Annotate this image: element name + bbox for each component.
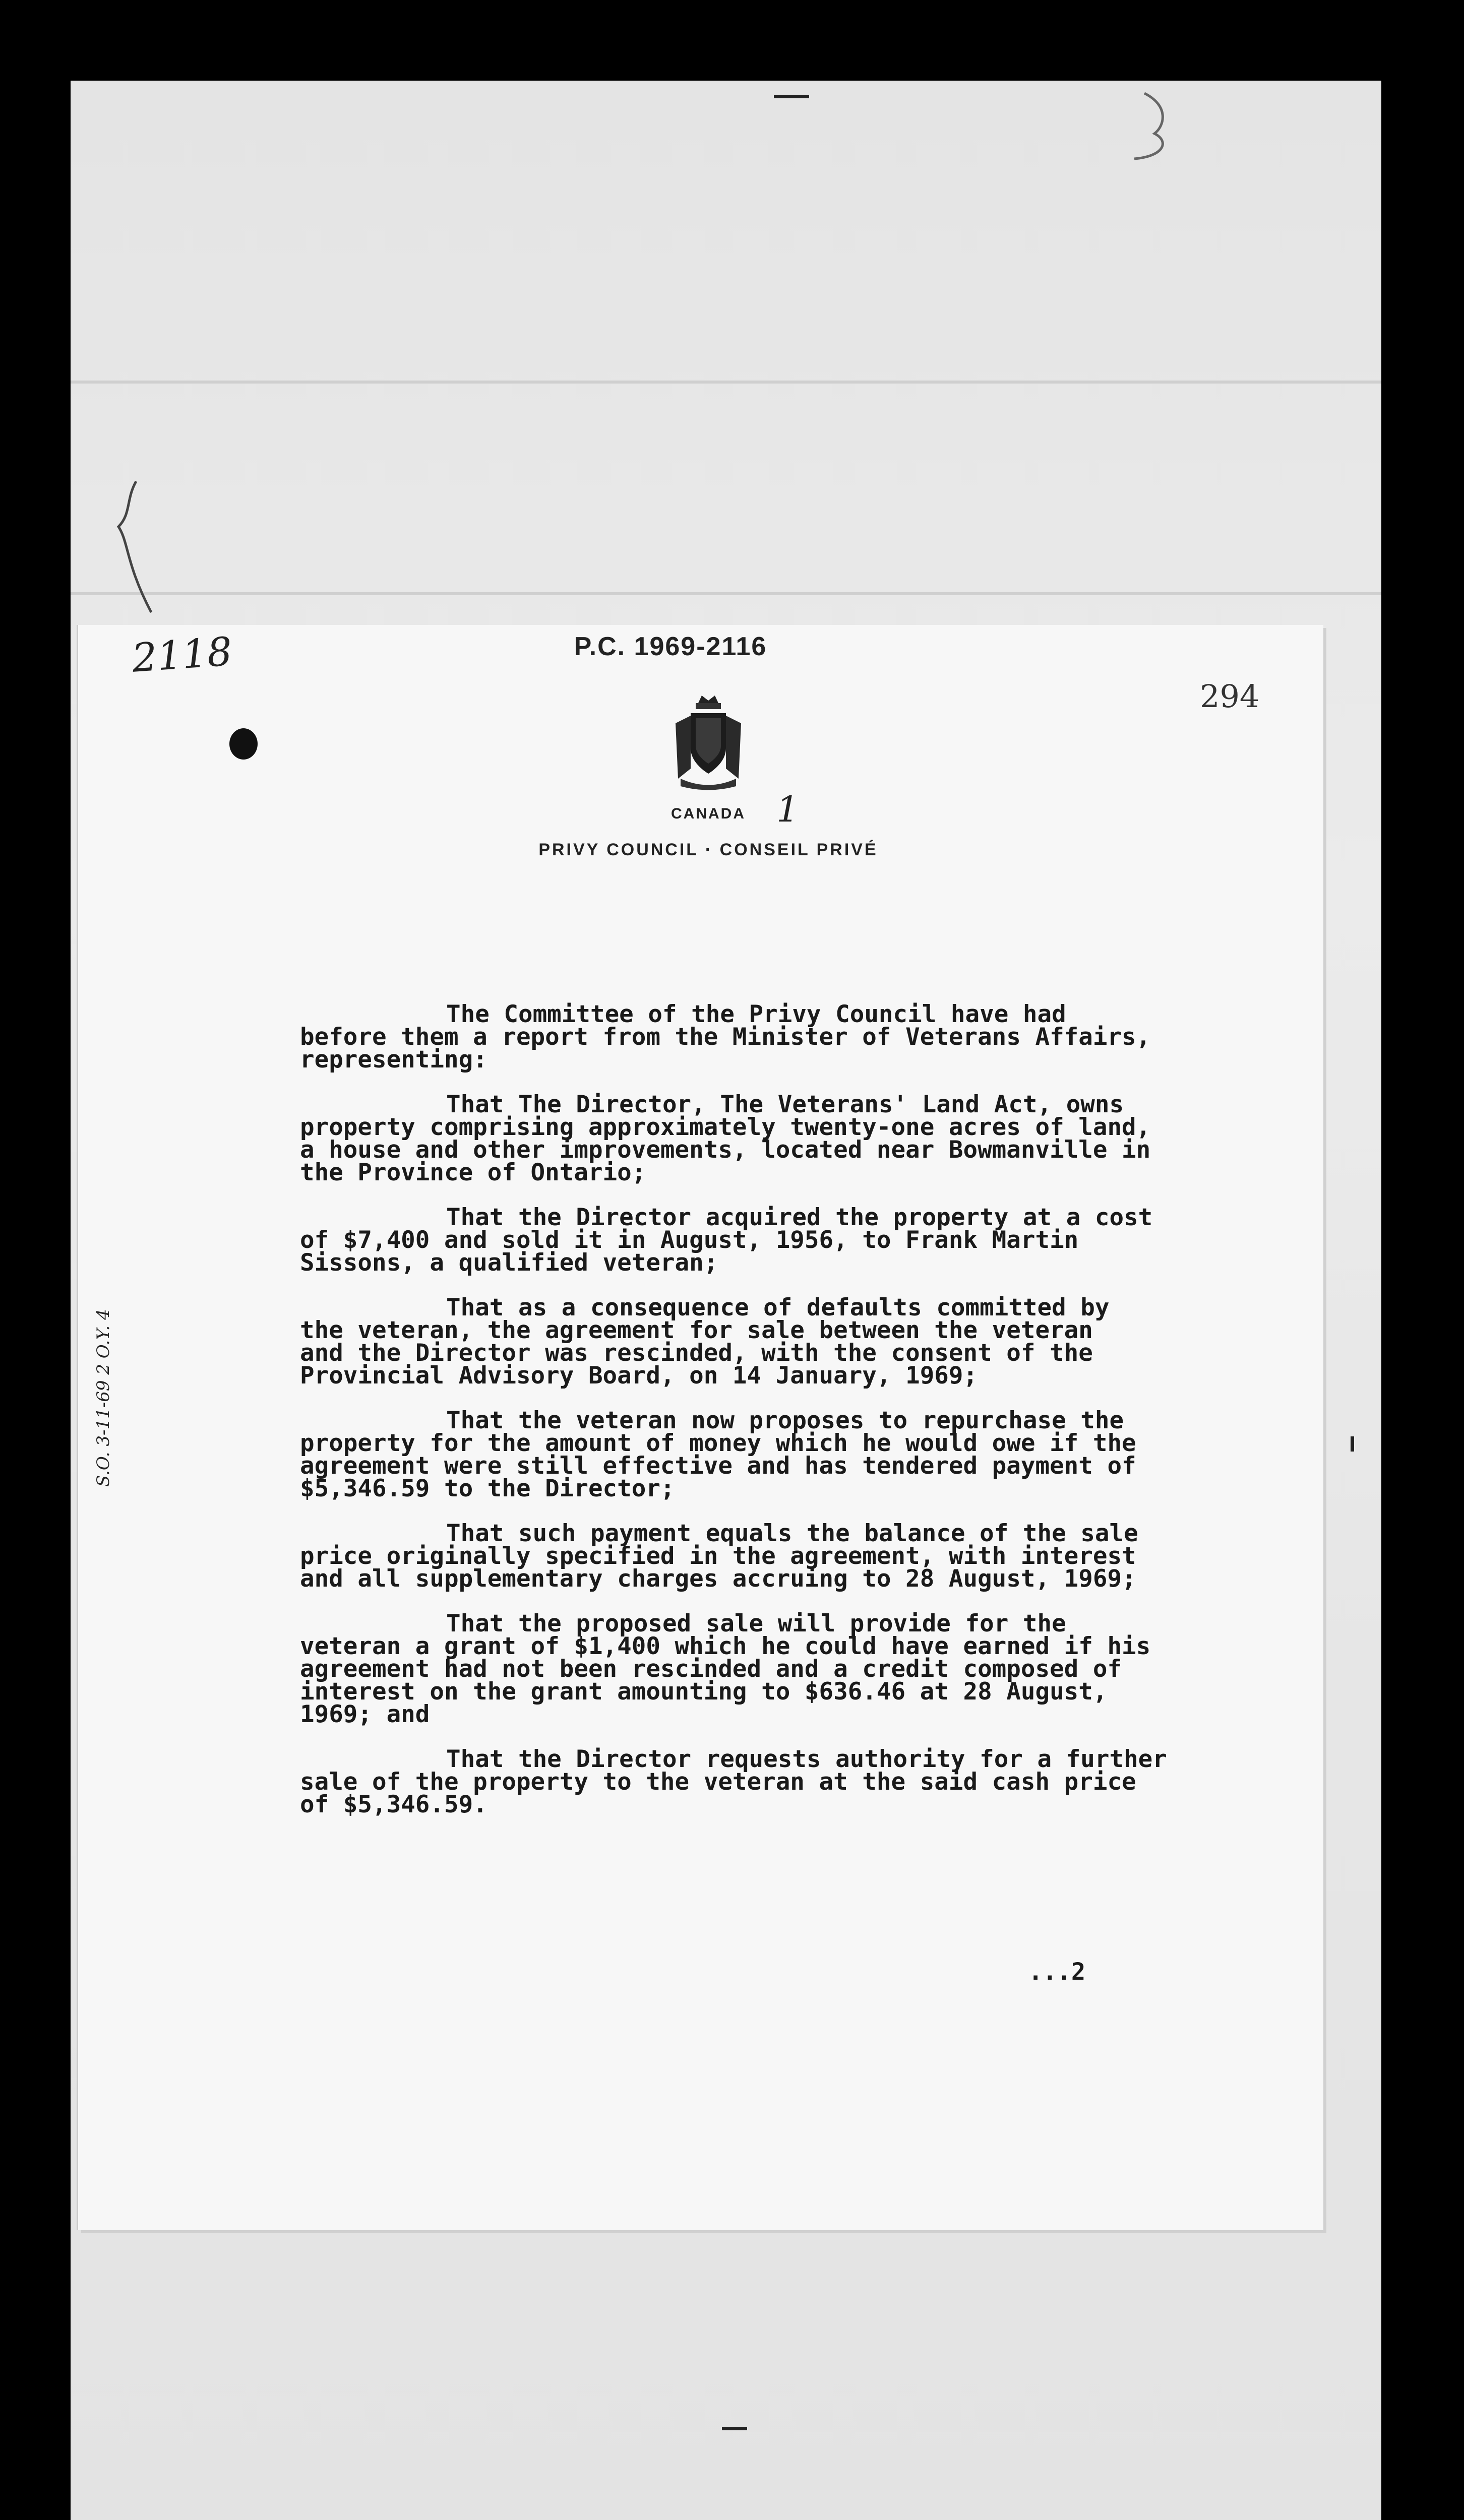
punch-hole (229, 728, 258, 760)
stray-pen-mark (118, 481, 151, 612)
page-number: 294 (1200, 678, 1260, 715)
stray-pen-mark (1134, 93, 1163, 159)
paragraph-repurchase: That the veteran now proposes to repurchase the property for the amount of money which he would owe if the agreement were still effective and has tendered payment of $5,346.59 to the Director; (300, 1407, 1136, 1502)
paragraph-payment: That such payment equals the balance of the sale price originally specified in the agreement, with interest and all supplementary charges accruing to 28 August, 1969; (300, 1520, 1138, 1593)
canada-coat-of-arms-icon (670, 693, 746, 794)
handwritten-file-number: 2118 (131, 629, 234, 681)
paragraph-rescission: That as a consequence of defaults committed by the veteran, the agreement for sale between the veteran and the Director was rescinded, with the consent of the Provincial Advisory Board, on 14 January, 1969; (300, 1294, 1110, 1390)
paragraph-grant: That the proposed sale will provide for the veteran a grant of $1,400 which he could have earned if his agreement had not been rescinded and a credit composed of interest on the grant amounting to $636.46 at 28 August, 1969; and (300, 1610, 1151, 1728)
header-canada: CANADA (671, 805, 746, 822)
margin-handwritten-note: S.O. 3-11-69 2 O.Y. 4 (93, 1309, 113, 1487)
report-body (300, 1000, 1187, 1838)
order-in-council-number: P.C. 1969-2116 (574, 632, 767, 661)
continued-marker: ...2 (1028, 1958, 1086, 1986)
paragraph-intro: The Committee of the Privy Council have had before them a report from the Minister of Veterans Affairs, representing: (300, 1000, 1151, 1074)
handwritten-mark: 1 (776, 789, 799, 830)
paragraph-ownership: That The Director, The Veterans' Land Act, owns property comprising approximately twenty-one acres of land, a house and other improvements, located near Bowmanville in the Province of Ontario; (300, 1091, 1151, 1186)
paragraph-authority: That the Director requests authority for a further sale of the property to the veteran at the said cash price of $5,346.59. (300, 1745, 1167, 1818)
header-privy-council: PRIVY COUNCIL · CONSEIL PRIVÉ (538, 840, 878, 859)
paragraph-acquisition: That the Director acquired the property at a cost of $7,400 and sold it in August, 1956, to Frank Martin Sissons, a qualified veteran; (300, 1204, 1153, 1277)
